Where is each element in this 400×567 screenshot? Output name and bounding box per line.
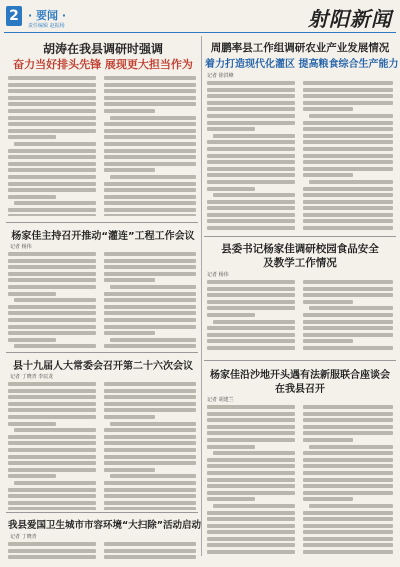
article-2-subhead: 着力打造现代化灌区 提高粮食综合生产能力 bbox=[205, 59, 399, 70]
divider-a5 bbox=[6, 352, 198, 353]
article-2-byline: 记者 徐洪峰 bbox=[207, 73, 234, 79]
column-divider bbox=[201, 36, 202, 556]
header-rule bbox=[4, 32, 396, 33]
article-2-headline: 周鹏率县工作组调研农业产业发展情况 bbox=[210, 42, 390, 54]
article-6-headline: 杨家佳沿沙地开头遇有法新服联合座谈会 bbox=[210, 370, 390, 381]
divider-a7 bbox=[6, 512, 198, 513]
article-4-headline: 县委书记杨家佳调研校园食品安全 bbox=[221, 243, 379, 255]
page-header bbox=[0, 0, 400, 34]
article-7-body-col2 bbox=[104, 542, 196, 562]
article-5-body-col2 bbox=[104, 382, 196, 510]
section-title: · 要闻 · bbox=[28, 9, 67, 22]
article-1-subhead: 奋力当好排头先锋 展现更大担当作为 bbox=[13, 58, 193, 71]
article-1-body-col1 bbox=[8, 76, 96, 216]
article-1-body-col2 bbox=[104, 76, 196, 216]
article-6-body-col1 bbox=[207, 405, 295, 555]
article-3-body-col2 bbox=[104, 252, 196, 348]
article-5-body-col1 bbox=[8, 382, 96, 510]
article-7-headline: 我县爱国卫生城市市容环境“大扫除”活动启动 bbox=[8, 520, 201, 531]
article-4-body-col1 bbox=[207, 280, 295, 354]
article-5-headline: 县十九届人大常委会召开第二十六次会议 bbox=[13, 361, 193, 372]
divider-a4 bbox=[204, 236, 396, 237]
article-4-byline: 记者 杨伟 bbox=[207, 272, 229, 278]
page-number-badge: 2 bbox=[6, 6, 22, 26]
divider-a6 bbox=[204, 360, 396, 361]
masthead-logo: 射阳新闻 bbox=[308, 7, 392, 31]
article-3-body-col1 bbox=[8, 252, 96, 348]
article-3-byline: 记者 杨伟 bbox=[10, 244, 32, 250]
article-6-body-col2 bbox=[303, 405, 393, 555]
editor-line: 责任编辑 赵振杨 bbox=[28, 23, 65, 29]
article-3-headline: 杨家佳主持召开推动“灌连”工程工作会议 bbox=[11, 231, 195, 242]
article-2-body-col1 bbox=[207, 81, 295, 231]
article-5-byline: 记者 丁晓青 李辰龙 bbox=[10, 374, 54, 380]
article-4-body-col2 bbox=[303, 280, 393, 354]
article-2-body-col2 bbox=[303, 81, 393, 231]
article-4-headline-line2: 及教学工作情况 bbox=[263, 257, 337, 269]
divider-a3 bbox=[6, 222, 198, 223]
article-7-body-col1 bbox=[8, 542, 96, 562]
article-6-headline-line2: 在我县召开 bbox=[275, 384, 325, 395]
article-7-byline: 记者 丁晓青 bbox=[10, 534, 37, 540]
article-6-byline: 记者 胡建兰 bbox=[207, 397, 234, 403]
article-1-headline: 胡涛在我县调研时强调 bbox=[42, 42, 163, 56]
